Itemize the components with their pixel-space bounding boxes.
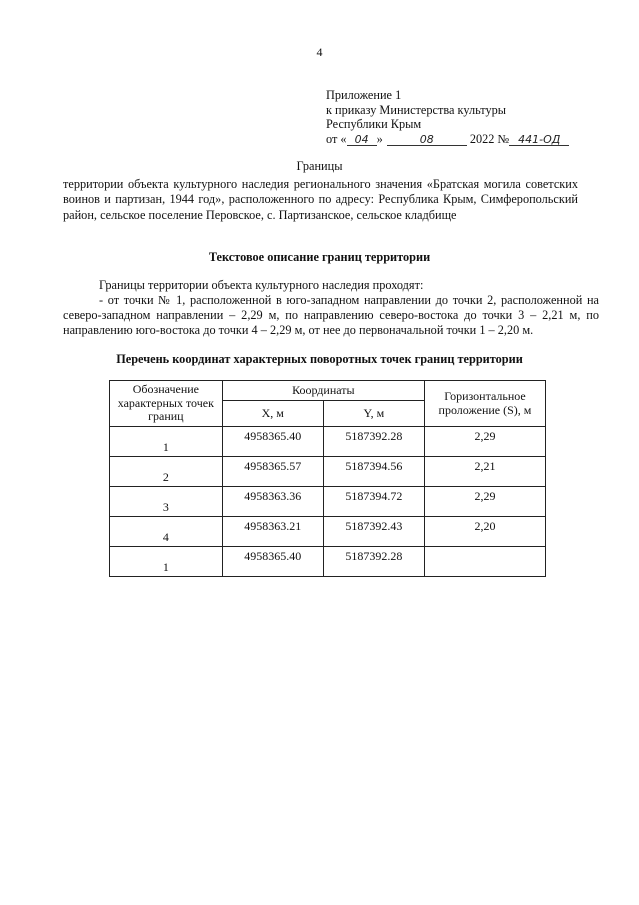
handwritten-month: 08 xyxy=(387,134,467,146)
header-horizontal-distance: Горизонтальное проложение (S), м xyxy=(424,381,545,427)
boundaries-route xyxy=(63,293,599,338)
cell-x: 4958365.40 xyxy=(222,547,323,577)
document-title: Границы xyxy=(296,159,343,173)
appendix-date-line xyxy=(326,132,606,147)
cell-distance: 2,29 xyxy=(424,487,545,517)
coordinates-list-heading: Перечень координат характерных поворотных точек границ территории xyxy=(116,352,523,366)
cell-distance: 2,29 xyxy=(424,427,545,457)
cell-point: 3 xyxy=(110,487,223,517)
header-coordinates: Координаты xyxy=(222,381,424,401)
cell-y: 5187392.43 xyxy=(323,517,424,547)
handwritten-day: 04 xyxy=(347,134,377,146)
cell-y: 5187394.56 xyxy=(323,457,424,487)
table-row xyxy=(110,487,546,517)
territory-description: территории объекта культурного наследия регионального значения «Братская могила советских воинов и партизан, 1944 год», расположенного по адресу: Республика Крым, Симферопольский район, сельское поселение Перовское, с. Партизанское, сельское кладбище xyxy=(63,177,578,222)
cell-y: 5187392.28 xyxy=(323,427,424,457)
cell-x: 4958365.40 xyxy=(222,427,323,457)
text-description-heading: Текстовое описание границ территории xyxy=(208,250,431,264)
boundaries-intro: Границы территории объекта культурного наследия проходят: xyxy=(99,278,424,292)
appendix-order-ref: к приказу Министерства культуры xyxy=(326,102,507,117)
cell-point: 2 xyxy=(110,457,223,487)
header-y: Y, м xyxy=(323,401,424,427)
handwritten-order-number: 441-ОД xyxy=(509,134,569,146)
boundaries-route-text: - от точки № 1, расположенной в юго-западном направлении до точки 2, расположенной на северо-западном направлении – 2,29 м, по направлению северо-востока до точки 3 – 2,21 м, по направлению юго-востока до точки 4 – 2,29 м, от нее до первоначальной точки 1 – 2,20 м. xyxy=(63,293,599,337)
cell-y: 5187392.28 xyxy=(323,547,424,577)
cell-point: 1 xyxy=(110,427,223,457)
header-point-designation: Обозначение характерных точек границ xyxy=(110,381,223,427)
table-row xyxy=(110,427,546,457)
appendix-header xyxy=(326,88,606,146)
date-close: » xyxy=(376,131,383,146)
appendix-title: Приложение 1 xyxy=(326,88,402,102)
cell-x: 4958363.36 xyxy=(222,487,323,517)
date-prefix: от « xyxy=(326,131,347,146)
cell-x: 4958365.57 xyxy=(222,457,323,487)
cell-y: 5187394.72 xyxy=(323,487,424,517)
cell-point: 1 xyxy=(110,547,223,577)
cell-distance xyxy=(424,547,545,577)
table-row xyxy=(110,517,546,547)
appendix-republic: Республики Крым xyxy=(326,117,422,131)
page-number: 4 xyxy=(316,45,323,59)
cell-x: 4958363.21 xyxy=(222,517,323,547)
coordinates-table xyxy=(109,380,546,577)
table-row xyxy=(110,547,546,577)
date-year: 2022 xyxy=(469,131,495,146)
cell-point: 4 xyxy=(110,517,223,547)
table-row xyxy=(110,457,546,487)
header-x: X, м xyxy=(222,401,323,427)
cell-distance: 2,20 xyxy=(424,517,545,547)
number-prefix: № xyxy=(497,131,510,146)
cell-distance: 2,21 xyxy=(424,457,545,487)
